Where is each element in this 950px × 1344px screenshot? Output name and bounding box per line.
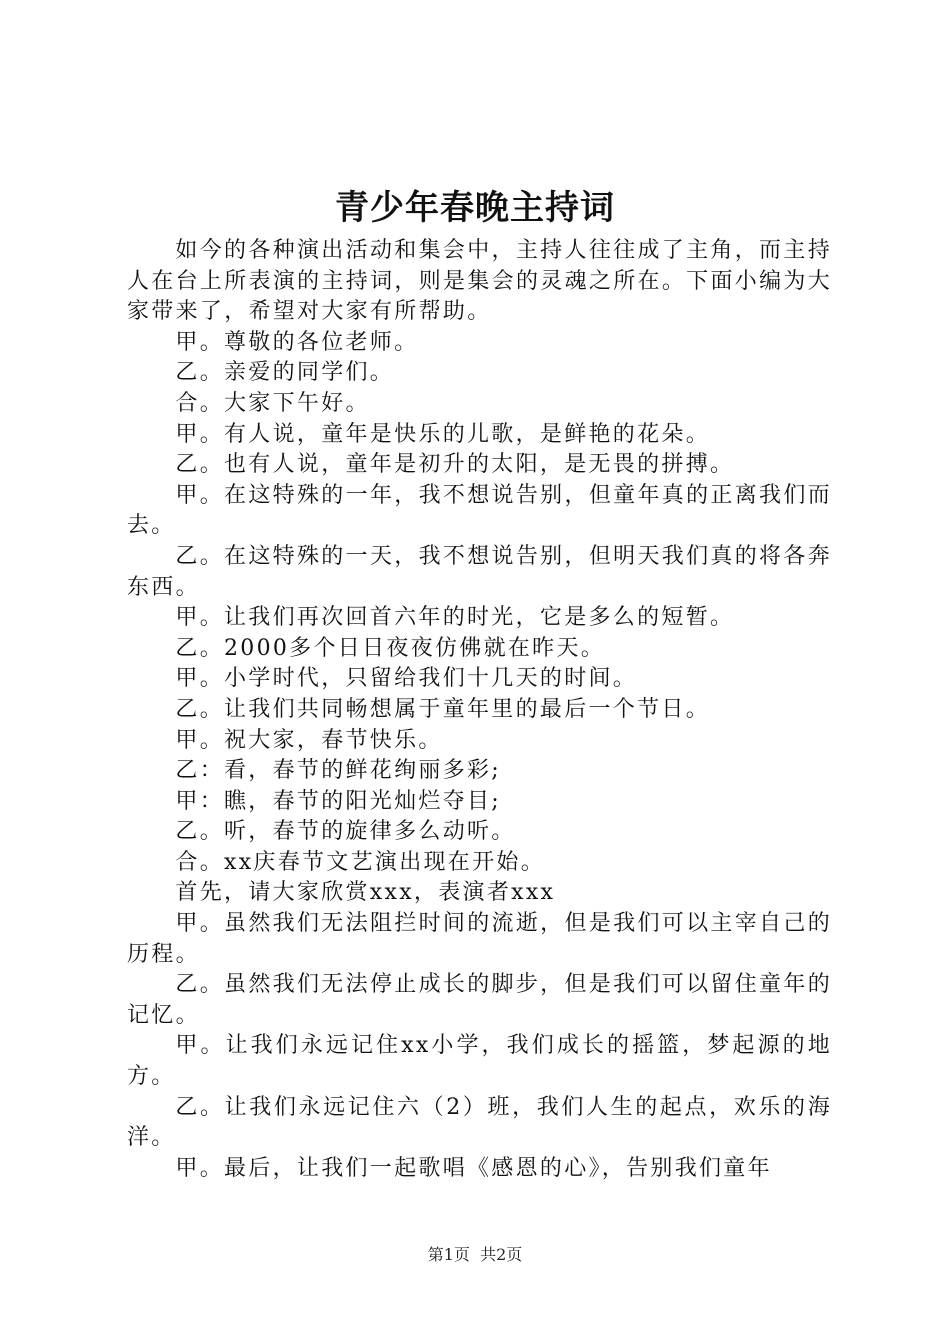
paragraph: 乙。让我们共同畅想属于童年里的最后一个节日。 — [175, 696, 710, 722]
paragraph: 甲。最后，让我们一起歌唱《感恩的心》，告别我们童年 — [175, 1155, 772, 1181]
paragraph: 甲。有人说，童年是快乐的儿歌，是鲜艳的花朵。 — [175, 421, 710, 447]
paragraph: 甲。在这特殊的一年，我不想说告别，但童年真的正离我们而去。 — [127, 482, 832, 539]
paragraph: 甲。尊敬的各位老师。 — [175, 329, 419, 355]
paragraph: 甲。小学时代，只留给我们十几天的时间。 — [175, 666, 638, 692]
paragraph: 乙。听，春节的旋律多么动听。 — [175, 819, 516, 845]
paragraph: 乙。也有人说，童年是初升的太阳，是无畏的拼搏。 — [175, 452, 735, 478]
paragraph: 如今的各种演出活动和集会中，主持人往往成了主角，而主持人在台上所表演的主持词，则是集会的灵魂之所在。下面小编为大家带来了，希望对大家有所帮助。 — [127, 238, 832, 325]
paragraph: 乙：看，春节的鲜花绚丽多彩; — [175, 758, 502, 784]
footer-spacer — [470, 1245, 480, 1264]
paragraph: 甲。祝大家，春节快乐。 — [175, 727, 443, 753]
paragraph: 甲。让我们再次回首六年的时光，它是多么的短暂。 — [175, 605, 735, 631]
paragraph: 乙。虽然我们无法停止成长的脚步，但是我们可以留住童年的记忆。 — [127, 972, 832, 1028]
document-title: 青少年春晚主持词 — [335, 188, 615, 228]
paragraph: 甲：瞧，春节的阳光灿烂夺目; — [175, 788, 502, 814]
paragraph: 合。xx庆春节文艺演出现在开始。 — [175, 849, 546, 875]
paragraph: 甲。让我们永远记住xx小学，我们成长的摇篮，梦起源的地方。 — [127, 1033, 832, 1090]
page-number-total: 共2页 — [480, 1245, 523, 1264]
paragraph: 合。大家下午好。 — [175, 390, 370, 416]
paragraph: 乙。在这特殊的一天，我不想说告别，但明天我们真的将各奔东西。 — [127, 543, 832, 600]
paragraph: 乙。亲爱的同学们。 — [175, 360, 395, 386]
paragraph: 乙。2000多个日日夜夜仿佛就在昨天。 — [175, 635, 606, 661]
paragraph: 甲。虽然我们无法阻拦时间的流逝，但是我们可以主宰自己的历程。 — [127, 911, 832, 967]
page-footer — [0, 1243, 950, 1267]
paragraph: 乙。让我们永远记住六（2）班，我们人生的起点，欢乐的海洋。 — [127, 1094, 832, 1151]
paragraph: 首先，请大家欣赏xxx，表演者xxx — [175, 880, 556, 906]
page-number-current: 第1页 — [427, 1245, 470, 1264]
document-body — [127, 236, 832, 1184]
